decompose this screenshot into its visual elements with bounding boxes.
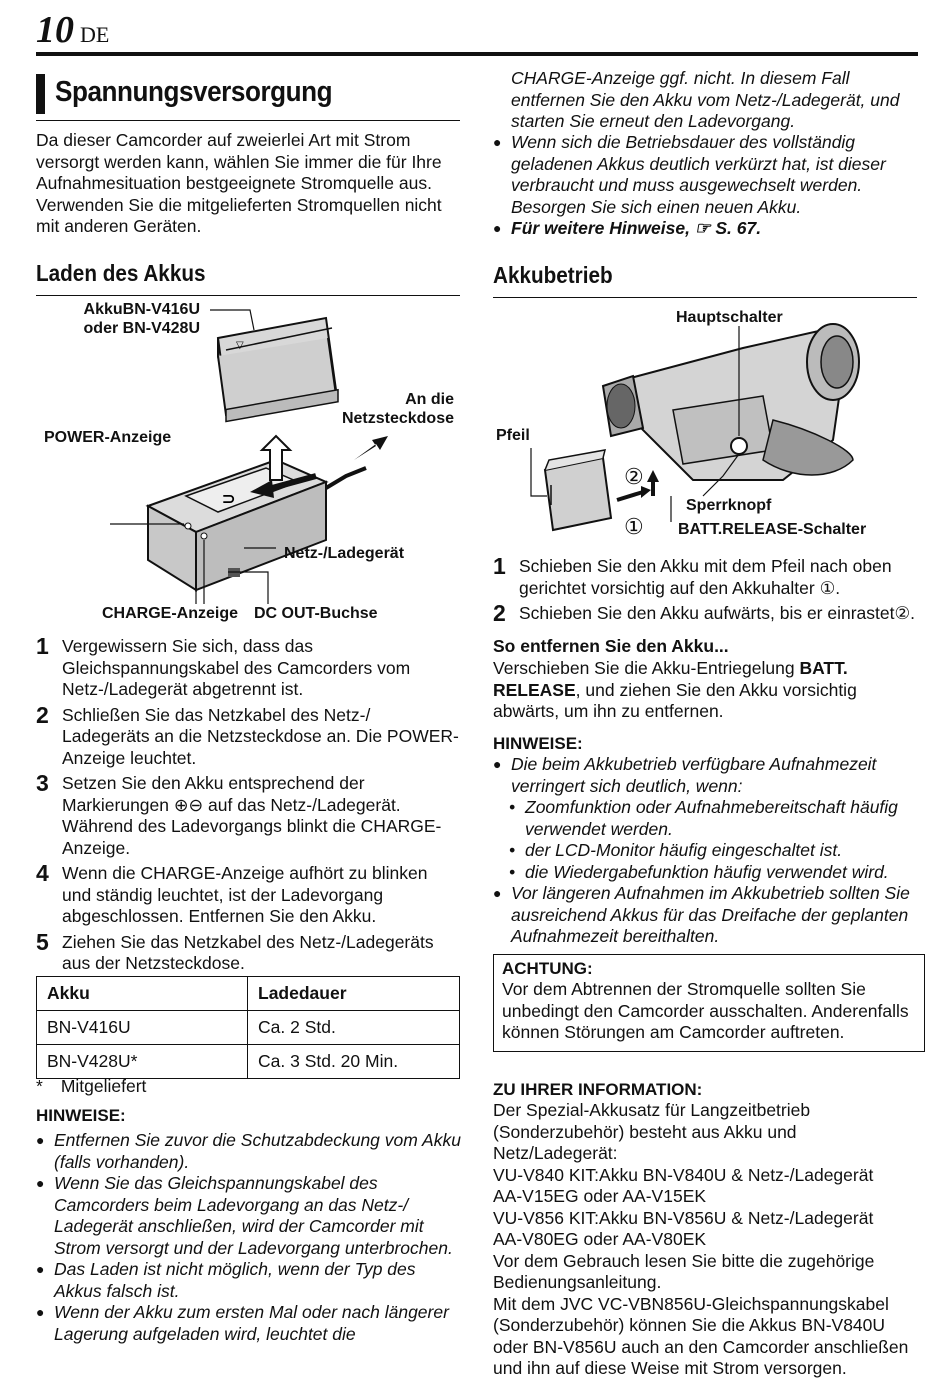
- info-text: Der Spezial-Akkusatz für Langzeitbetrieb (Sonderzubehör) besteht aus Akku und Netz/Ladegerät: VU-V840 KIT:Akku BN-V840U & Netz-/Ladegerät AA-V15EG oder AA-V15EK VU-V856 KIT:Akku BN-V856U & Netz-/Ladegerät AA-V80EG oder AA-V80EK Vor dem Gebrauch lesen Sie bitte die zugehörige Bedienungsanleitung. Mit dem JVC VC-VBN856U-Gleichspannungskabel (Sonderzubehör) können Sie die Akkus BN-V840U oder BN-V856U auch an den Camcorder anschließen und ihn auf diese Weise mit Strom versorgen.: [493, 1100, 909, 1378]
- section-title-battery: Akkubetrieb: [493, 262, 613, 288]
- power-cable: [326, 468, 366, 488]
- remove-text: Verschieben Sie die Akku-Entriegelung BATT. RELEASE, und ziehen Sie den Akku vorsichtig abwärts, um ihn zu entfernen.: [493, 658, 857, 721]
- language-code: DE: [80, 22, 110, 47]
- label-main-switch: Hauptschalter: [676, 309, 783, 326]
- title-bar: [36, 74, 45, 114]
- charging-steps: [36, 633, 460, 975]
- charging-time-table: [36, 976, 460, 1079]
- table-cell: Ca. 3 Std. 20 Min.: [248, 1045, 460, 1079]
- caution-title: ACHTUNG:: [502, 959, 593, 978]
- step-2: 2 Schieben Sie den Akku aufwärts, bis er einrastet②.: [493, 600, 916, 626]
- circle-2-icon: ②: [624, 464, 644, 489]
- notes-list-left: [36, 1130, 462, 1345]
- label-charge-lamp: CHARGE-Anzeige: [102, 605, 239, 622]
- note-item: ● Das Laden ist nicht möglich, wenn der Typ des Akkus falsch ist.: [36, 1259, 416, 1301]
- step-5: 5 Ziehen Sie das Netzkabel des Netz-/Ladegeräts aus der Netzsteckdose.: [36, 928, 434, 973]
- footnote-text: Mitgeliefert: [60, 1076, 147, 1096]
- camcorder-drawing: [603, 324, 859, 480]
- section-rule: [36, 295, 460, 296]
- info-title: ZU IHRER INFORMATION:: [493, 1080, 703, 1099]
- footnote: [36, 1076, 146, 1098]
- section-rule-right: [493, 297, 917, 298]
- outlet-arrow-icon: [354, 436, 388, 460]
- page-number: 10: [36, 9, 74, 51]
- battery-pack-drawing: [545, 450, 611, 530]
- table-header-cell: Akku: [37, 977, 248, 1011]
- table-row: [37, 1011, 460, 1045]
- page-header: [36, 8, 109, 52]
- section-title-charging: Laden des Akkus: [36, 260, 206, 286]
- label-arrow: Pfeil: [496, 427, 530, 444]
- step-2: 2 Schließen Sie das Netzkabel des Netz-/ Ladegeräts an die Netzsteckdose an. Die POWER-Anzeige leuchtet.: [36, 701, 459, 768]
- sub-note-item: • Zoomfunktion oder Aufnahmebereitschaft häufig verwendet werden.: [509, 797, 898, 839]
- remove-title: So entfernen Sie den Akku...: [493, 636, 729, 656]
- label-lock: Sperrknopf: [686, 497, 772, 514]
- battery-drawing: [218, 318, 338, 421]
- table-row: [37, 1045, 460, 1079]
- label-release: BATT.RELEASE-Schalter: [678, 521, 867, 538]
- label-charger: Netz-/Ladegerät: [284, 545, 405, 562]
- step-1: 1 Vergewissern Sie sich, dass das Gleichspannungskabel des Camcorders vom Netz-/Ladegerät abgetrennt ist.: [36, 633, 411, 699]
- note-item: ● Die beim Akkubetrieb verfügbare Aufnahmezeit verringert sich deutlich, wenn:: [493, 754, 877, 796]
- step-4: 4 Wenn die CHARGE-Anzeige aufhört zu blinken und ständig leuchtet, ist der Ladevorgang abgeschlossen. Entfernen Sie den Akku.: [36, 860, 428, 926]
- sub-note-item: • die Wiedergabefunktion häufig verwendet wird.: [509, 861, 889, 882]
- title-rule: [36, 120, 460, 121]
- label-battery: AkkuBN-V416U oder BN-V428U: [83, 301, 200, 337]
- svg-text:⊃: ⊃: [222, 491, 236, 508]
- note-item: ● Für weitere Hinweise, ☞ S. 67.: [493, 218, 762, 238]
- notes-list-right: [493, 754, 921, 948]
- table-cell: BN-V428U*: [37, 1045, 248, 1079]
- note-item: ● Wenn der Akku zum ersten Mal oder nach längerer Lagerung aufgeladen wird, leuchtet die: [36, 1302, 449, 1344]
- note-item: ● Vor längeren Aufnahmen im Akkubetrieb sollten Sie ausreichend Akkus für das Dreifache der geplanten Aufnahmezeit bereithalten.: [493, 883, 910, 946]
- circle-1-icon: ①: [624, 514, 644, 539]
- battery-steps: [493, 553, 921, 626]
- sub-note-item: • der LCD-Monitor häufig eingeschaltet ist.: [509, 840, 843, 860]
- push-arrow-icon: [617, 492, 643, 500]
- footnote-mark: *: [36, 1076, 43, 1096]
- notes-title-left: HINWEISE:: [36, 1106, 126, 1125]
- note-item: ● Wenn Sie das Gleichspannungskabel des Camcorders beim Ladevorgang an das Netz-/ Ladegerät anschließen, wird der Camcorder mit Strom versorgt und der Ladevorgang unterbrochen.: [36, 1173, 453, 1258]
- notes-title-right: HINWEISE:: [493, 734, 583, 753]
- caution-box: [493, 954, 925, 1052]
- table-header-row: [37, 977, 460, 1011]
- continued-notes: [493, 132, 921, 240]
- svg-text:▽: ▽: [236, 340, 244, 351]
- note-item: ● Wenn sich die Betriebsdauer des vollständig geladenen Akkus deutlich verkürzt hat, ist dieser verbraucht und muss ausgewechselt werden. Besorgen Sie sich einen neuen Akku.: [493, 132, 886, 217]
- step-3: 3 Setzen Sie den Akku entsprechend der Markierungen ⊕⊖ auf das Netz-/Ladegerät. Während des Ladevorgangs blinkt die CHARGE-Anzeige.: [36, 770, 442, 858]
- caution-text: Vor dem Abtrennen der Stromquelle sollten Sie unbedingt den Camcorder ausschalten. Anderenfalls können Störungen am Camcorder auftreten.: [502, 979, 909, 1042]
- table-cell: Ca. 2 Std.: [248, 1011, 460, 1045]
- label-power-lamp: POWER-Anzeige: [44, 429, 172, 446]
- table-cell: BN-V416U: [37, 1011, 248, 1045]
- continued-text: CHARGE-Anzeige ggf. nicht. In diesem Fall entfernen Sie den Akku vom Netz-/Ladegerät, und starten Sie erneut den Ladevorgang.: [511, 68, 900, 131]
- table-header-cell: Ladedauer: [248, 977, 460, 1011]
- label-dc-out: DC OUT-Buchse: [254, 605, 378, 622]
- step-1: 1 Schieben Sie den Akku mit dem Pfeil nach oben gerichtet vorsichtig auf den Akkuhalter ①.: [493, 553, 892, 598]
- page-title: Spannungsversorgung: [55, 76, 333, 108]
- header-rule: [36, 52, 918, 56]
- intro-paragraph: Da dieser Camcorder auf zweierlei Art mit Strom versorgt werden kann, wählen Sie immer die für Ihre Aufnahmesituation bestgeeignete Stromquelle aus. Verwenden Sie die mitgelieferten Stromquellen nicht mit anderen Geräten.: [36, 130, 442, 236]
- charger-illustration: [36, 300, 460, 630]
- note-item: ● Entfernen Sie zuvor die Schutzabdeckung vom Akku (falls vorhanden).: [36, 1130, 461, 1172]
- label-outlet: An die Netzsteckdose: [341, 391, 454, 427]
